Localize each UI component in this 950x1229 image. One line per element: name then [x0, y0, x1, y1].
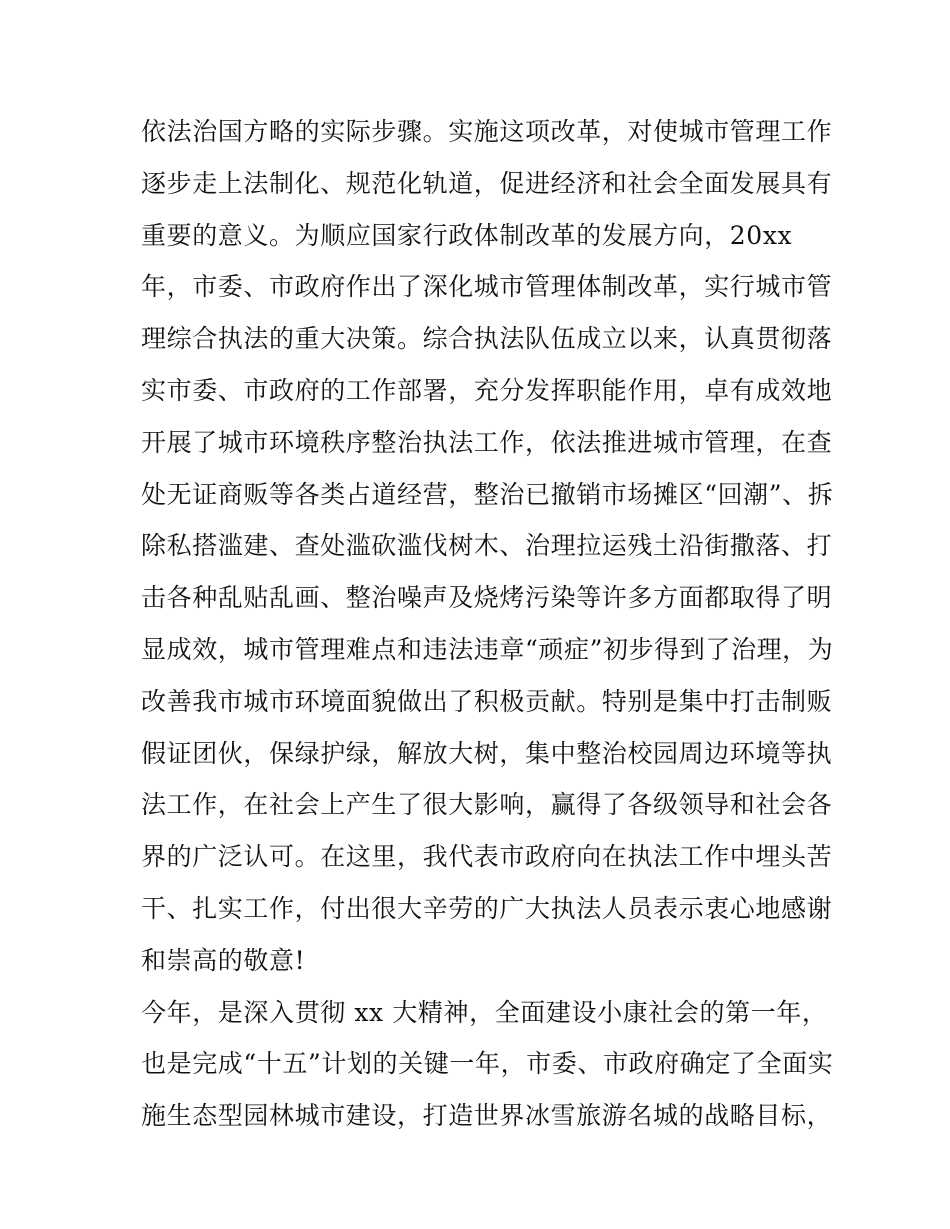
text-line-13: 假证团伙，保绿护绿，解放大树，集中整治校园周边环境等执: [141, 738, 833, 768]
text-line-6: 实市委、市政府的工作部署，充分发挥职能作用，卓有成效地: [141, 375, 833, 405]
text-line-12: 改善我市城市环境面貌做出了积极贡献。特别是集中打击制贩: [141, 686, 833, 716]
text-line-11: 显成效，城市管理难点和违法违章“顽症”初步得到了治理，为: [141, 634, 834, 664]
text-line-2: 逐步走上法制化、规范化轨道，促进经济和社会全面发展具有: [141, 168, 833, 198]
text-line-4: 年，市委、市政府作出了深化城市管理体制改革，实行城市管: [141, 272, 833, 302]
text-line-18: 今年，是深入贯彻 xx 大精神，全面建设小康社会的第一年，: [141, 997, 828, 1027]
text-line-20: 施生态型园林城市建设，打造世界冰雪旅游名城的战略目标，: [141, 1101, 833, 1131]
text-line-19: 也是完成“十五”计划的关键一年，市委、市政府确定了全面实: [141, 1049, 834, 1079]
text-line-17: 和崇高的敬意!: [141, 945, 306, 975]
text-line-7: 开展了城市环境秩序整治执法工作，依法推进城市管理，在查: [141, 427, 833, 457]
text-line-9: 除私搭滥建、查处滥砍滥伐树木、治理拉运残土沿街撒落、打: [141, 531, 833, 561]
text-line-14: 法工作，在社会上产生了很大影响，赢得了各级领导和社会各: [141, 790, 833, 820]
text-line-15: 界的广泛认可。在这里，我代表市政府向在执法工作中埋头苦: [141, 842, 833, 872]
text-line-5: 理综合执法的重大决策。综合执法队伍成立以来，认真贯彻落: [141, 324, 833, 354]
text-line-3: 重要的意义。为顺应国家行政体制改革的发展方向，20xx: [141, 220, 793, 250]
text-line-8: 处无证商贩等各类占道经营，整治已撤销市场摊区“回潮”、拆: [141, 479, 834, 509]
text-line-10: 击各种乱贴乱画、整治噪声及烧烤污染等许多方面都取得了明: [141, 583, 833, 613]
text-line-1: 依法治国方略的实际步骤。实施这项改革，对使城市管理工作: [141, 117, 833, 146]
body-text: [141, 106, 834, 1142]
text-line-16: 干、扎实工作，付出很大辛劳的广大执法人员表示衷心地感谢: [141, 893, 833, 923]
